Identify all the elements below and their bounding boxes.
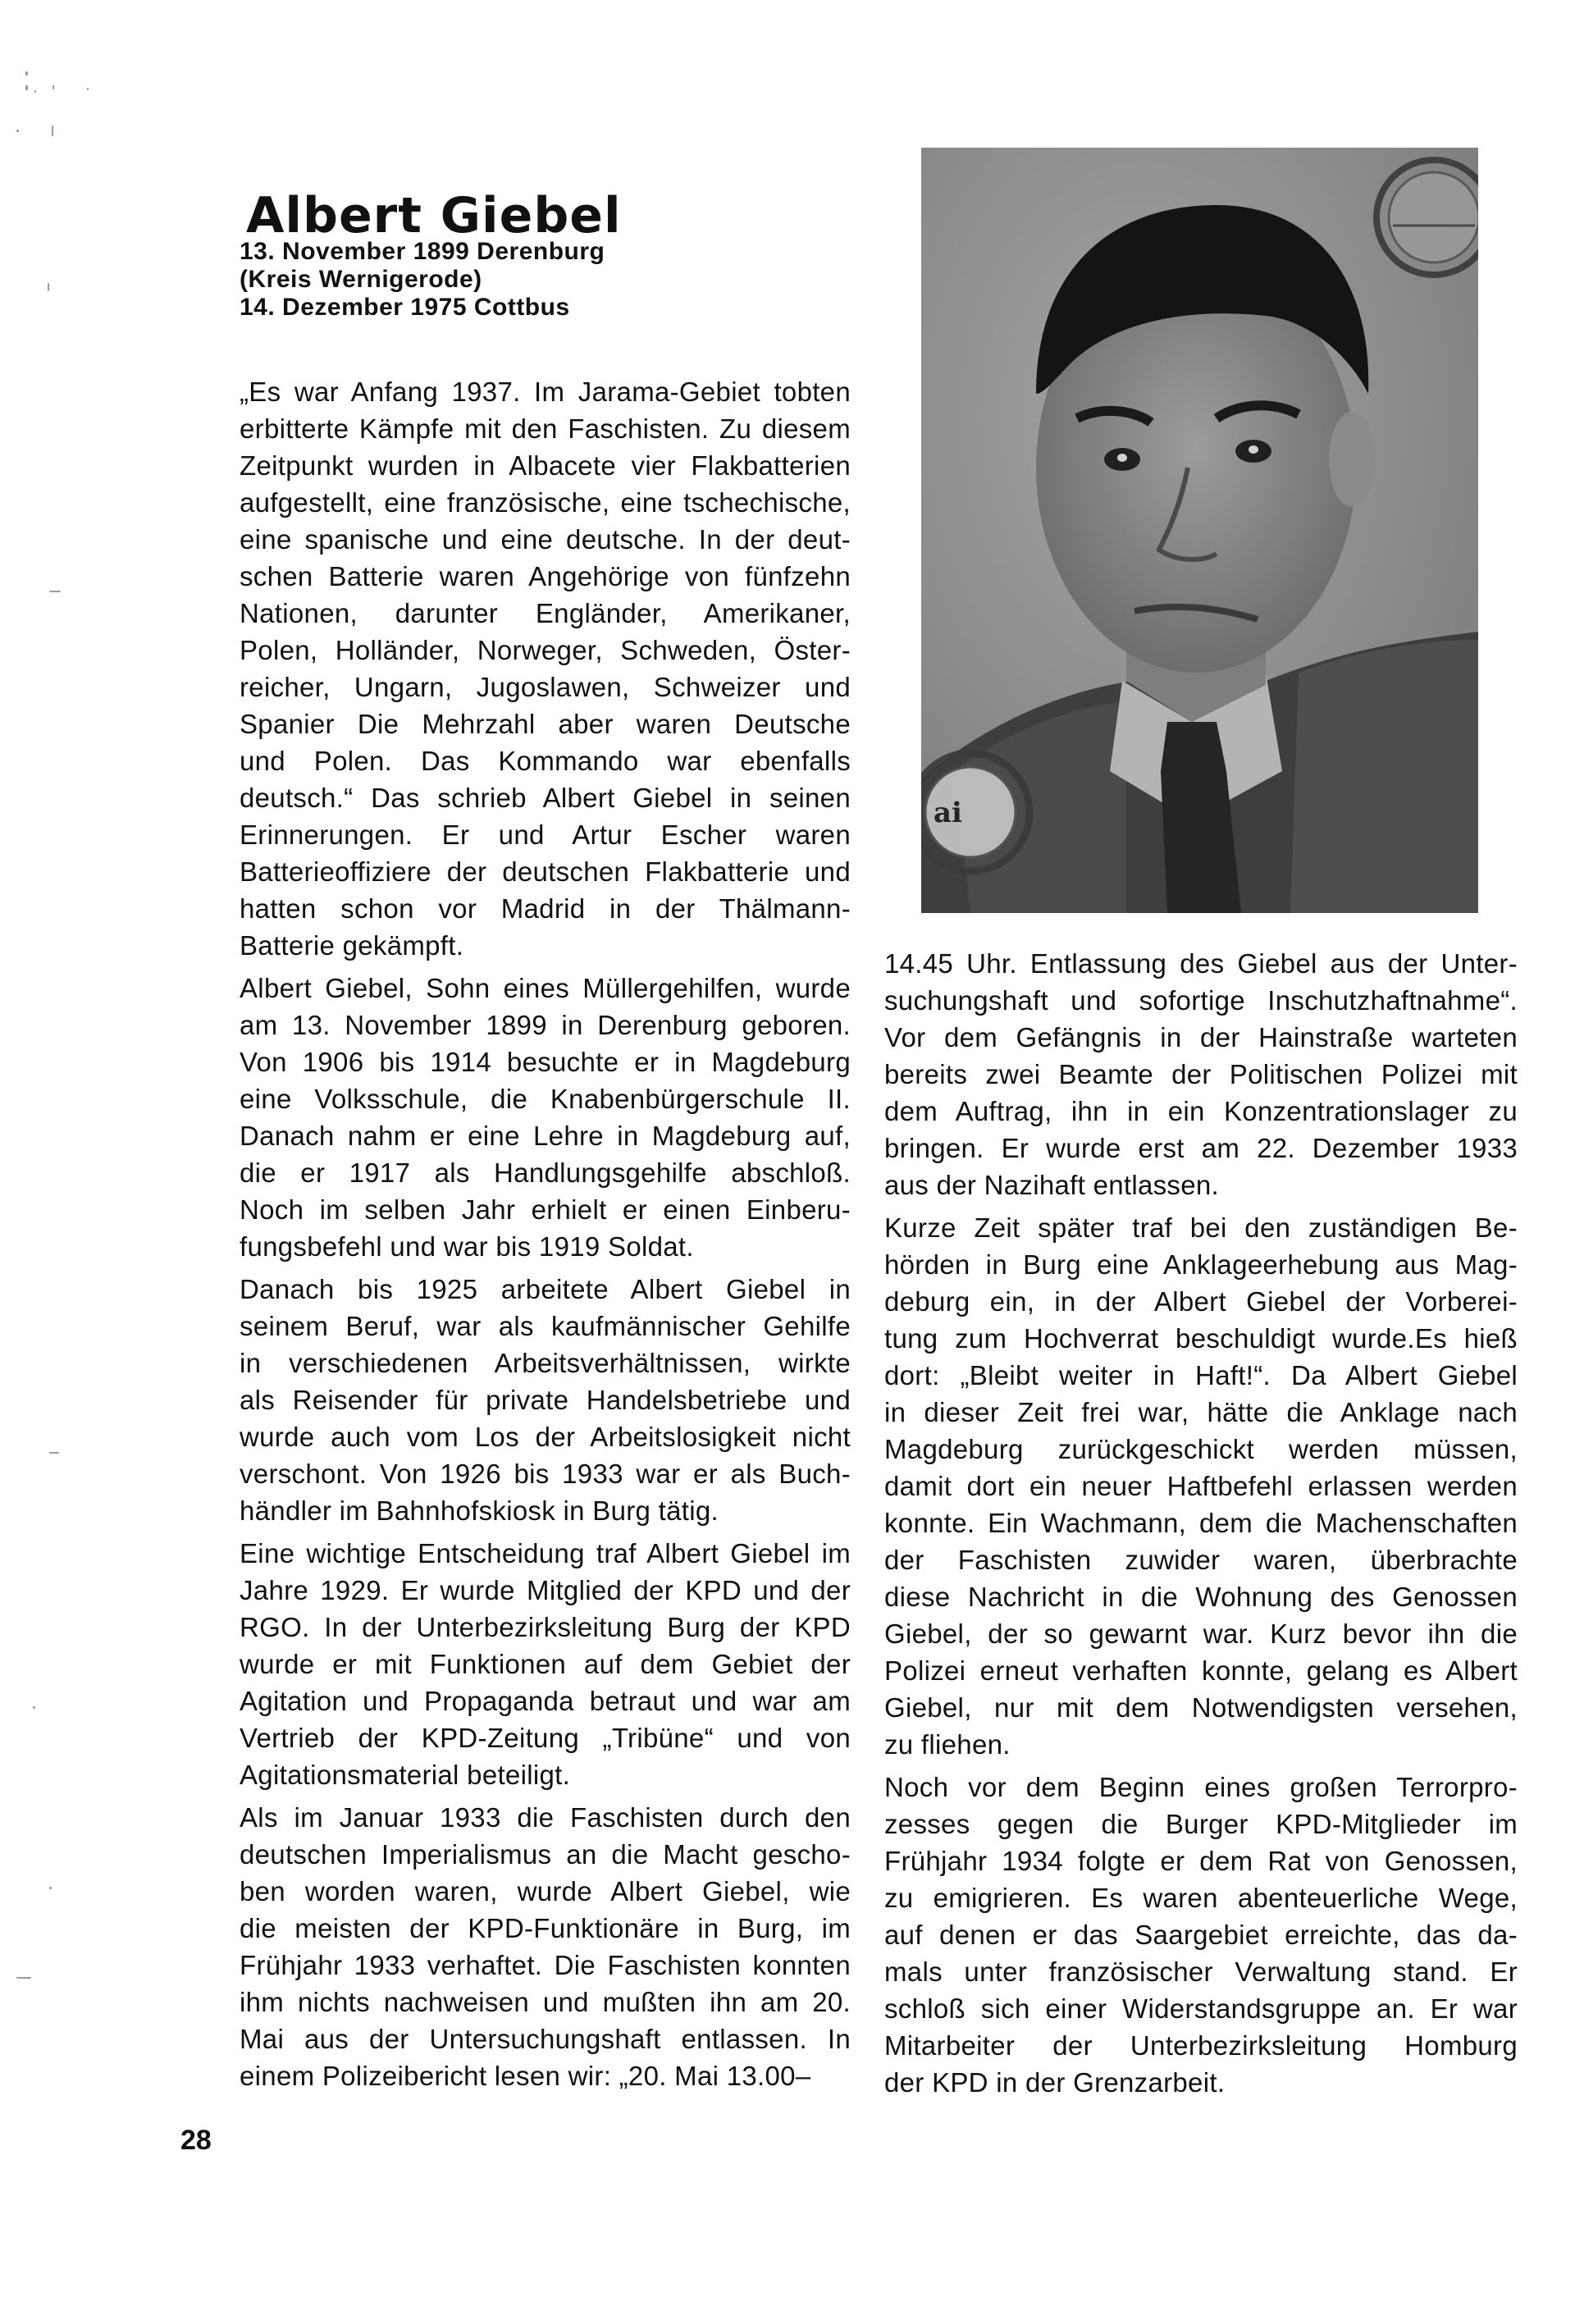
- text-line: fungsbefehl und war bis 1919 Soldat.: [240, 1231, 694, 1262]
- text-line: 14.45 Uhr. Entlassung des Giebel aus der Unter-: [884, 948, 1518, 979]
- paragraph: [240, 1535, 851, 1793]
- text-line: Danach nahm er eine Lehre in Magdeburg auf,: [240, 1121, 851, 1151]
- text-line: Batterie gekämpft.: [240, 930, 464, 961]
- text-line: Noch vor dem Beginn eines großen Terrorpro-: [884, 1772, 1518, 1802]
- page-number: 28: [180, 2125, 212, 2156]
- scan-speck: [25, 71, 28, 75]
- biographical-dates: [240, 238, 605, 322]
- text-line: am 13. November 1899 in Derenburg geboren.: [240, 1010, 851, 1040]
- text-line: die meisten der KPD-Funktionäre in Burg, im: [240, 1913, 851, 1943]
- text-line: schen Batterie waren Angehörige von fünfzehn: [240, 561, 851, 591]
- text-line: Giebel, der so gewarnt war. Kurz bevor ihn die: [884, 1619, 1518, 1649]
- text-line: dort: „Bleibt weiter in Haft!“. Da Albert Giebel: [884, 1360, 1518, 1390]
- text-line: deutschen Imperialismus an die Macht gescho-: [240, 1839, 851, 1870]
- scan-speck: [49, 1887, 52, 1889]
- left-text-column: [240, 373, 851, 2100]
- scan-speck: [25, 85, 28, 90]
- paragraph: [240, 970, 851, 1265]
- text-line: händler im Bahnhofskiosk in Burg tätig.: [240, 1495, 719, 1526]
- text-line: auf denen er das Saargebiet erreichte, das da-: [884, 1920, 1518, 1950]
- text-line: „Es war Anfang 1937. Im Jarama-Gebiet tobten: [240, 377, 851, 407]
- text-line: hatten schon vor Madrid in der Thälmann-: [240, 893, 851, 924]
- paragraph: [884, 1209, 1518, 1763]
- birth-district-line: (Kreis Wernigerode): [240, 266, 482, 293]
- text-line: als Reisender für private Handelsbetriebe und: [240, 1385, 851, 1415]
- scan-speck: [52, 126, 53, 136]
- page-title: Albert Giebel: [246, 187, 622, 245]
- text-line: bringen. Er wurde erst am 22. Dezember 1933: [884, 1133, 1518, 1163]
- text-line: zu emigrieren. Es waren abenteuerliche Wege,: [884, 1883, 1518, 1913]
- text-line: Noch im selben Jahr erhielt er einen Einberu-: [240, 1194, 851, 1225]
- text-line: Eine wichtige Entscheidung traf Albert Giebel im: [240, 1538, 851, 1568]
- text-line: dem Auftrag, ihn in ein Konzentrationslager zu: [884, 1096, 1518, 1126]
- text-line: erbitterte Kämpfe mit den Faschisten. Zu diesem: [240, 413, 851, 444]
- text-line: tung zum Hochverrat beschuldigt wurde.Es hieß: [884, 1323, 1518, 1354]
- text-line: Frühjahr 1933 verhaftet. Die Faschisten konnten: [240, 1950, 851, 1980]
- scan-speck: [16, 130, 19, 132]
- text-line: Mai aus der Untersuchungshaft entlassen. In: [240, 2024, 851, 2054]
- text-line: Zeitpunkt wurden in Albacete vier Flakbatterien: [240, 450, 851, 481]
- text-line: Frühjahr 1934 folgte er dem Rat von Genossen,: [884, 1846, 1518, 1876]
- text-line: deburg ein, in der Albert Giebel der Vorberei-: [884, 1286, 1518, 1317]
- text-line: Batterieoffiziere der deutschen Flakbatterie und: [240, 856, 851, 887]
- text-line: Albert Giebel, Sohn eines Müllergehilfen, wurde: [240, 973, 851, 1003]
- text-line: suchungshaft und sofortige Inschutzhaftnahme“.: [884, 985, 1518, 1016]
- paragraph: [240, 1271, 851, 1529]
- text-line: seinem Beruf, war als kaufmännischer Gehilfe: [240, 1311, 851, 1341]
- text-line: RGO. In der Unterbezirksleitung Burg der KPD: [240, 1612, 851, 1642]
- scan-speck: [87, 88, 89, 90]
- text-line: und Polen. Das Kommando war ebenfalls: [240, 746, 851, 776]
- text-line: wurde er mit Funktionen auf dem Gebiet der: [240, 1649, 851, 1679]
- text-line: Erinnerungen. Er und Artur Escher waren: [240, 820, 851, 850]
- paragraph: [240, 1799, 851, 2094]
- text-line: Agitationsmaterial beteiligt.: [240, 1760, 571, 1790]
- text-line: Jahre 1929. Er wurde Mitglied der KPD und der: [240, 1575, 851, 1605]
- text-line: eine Volksschule, die Knabenbürgerschule II.: [240, 1084, 851, 1114]
- text-line: Polen, Holländer, Norweger, Schweden, Öster-: [240, 635, 851, 665]
- scan-speck: [49, 591, 61, 592]
- text-line: schloß sich einer Widerstandsgruppe an. Er war: [884, 1993, 1518, 2024]
- text-line: Giebel, nur mit dem Notwendigsten versehen,: [884, 1692, 1518, 1723]
- text-line: Spanier Die Mehrzahl aber waren Deutsche: [240, 709, 851, 739]
- right-text-column: [884, 945, 1518, 2107]
- text-line: Agitation und Propaganda betraut und war am: [240, 1686, 851, 1716]
- scan-speck: [49, 1452, 59, 1454]
- svg-text:ai: ai: [934, 797, 962, 829]
- text-line: ihm nichts nachweisen und mußten ihn am 20.: [240, 1987, 851, 2017]
- text-line: Mitarbeiter der Unterbezirksleitung Homburg: [884, 2030, 1518, 2061]
- text-line: verschont. Von 1926 bis 1933 war er als Buch-: [240, 1459, 851, 1489]
- text-line: Magdeburg zurückgeschickt werden müssen,: [884, 1434, 1518, 1464]
- text-line: der Faschisten zuwider waren, überbrachte: [884, 1545, 1518, 1575]
- text-line: Kurze Zeit später traf bei den zuständigen Be-: [884, 1212, 1518, 1243]
- text-line: zu fliehen.: [884, 1729, 1011, 1760]
- text-line: bereits zwei Beamte der Politischen Polizei mit: [884, 1059, 1518, 1089]
- text-line: reicher, Ungarn, Jugoslawen, Schweizer und: [240, 672, 851, 702]
- scan-speck: [34, 90, 36, 93]
- death-date-line: 14. Dezember 1975 Cottbus: [240, 294, 570, 321]
- text-line: eine spanische und eine deutsche. In der deut-: [240, 524, 851, 555]
- portrait-image-icon: [921, 148, 1478, 913]
- scan-speck: [16, 1977, 31, 1979]
- text-line: aus der Nazihaft entlassen.: [884, 1170, 1219, 1200]
- text-line: diese Nachricht in die Wohnung des Genossen: [884, 1582, 1518, 1612]
- text-line: Polizei erneut verhaften konnte, gelang es Albert: [884, 1655, 1518, 1686]
- paragraph: [884, 945, 1518, 1203]
- scan-speck: [48, 283, 49, 291]
- scan-speck: [52, 85, 54, 89]
- text-line: in dieser Zeit frei war, hätte die Anklage nach: [884, 1397, 1518, 1427]
- paragraph: [240, 373, 851, 964]
- text-line: einem Polizeibericht lesen wir: „20. Mai 13.00–: [240, 2061, 811, 2091]
- text-line: Vertrieb der KPD-Zeitung „Tribüne“ und von: [240, 1723, 851, 1753]
- text-line: Als im Januar 1933 die Faschisten durch den: [240, 1802, 851, 1833]
- text-line: Nationen, darunter Engländer, Amerikaner,: [240, 598, 851, 628]
- birth-date-line: 13. November 1899 Derenburg: [240, 238, 605, 265]
- text-line: Danach bis 1925 arbeitete Albert Giebel in: [240, 1274, 851, 1304]
- text-line: Vor dem Gefängnis in der Hainstraße warteten: [884, 1022, 1518, 1052]
- text-line: damit dort ein neuer Haftbefehl erlassen werden: [884, 1471, 1518, 1501]
- text-line: der KPD in der Grenzarbeit.: [884, 2067, 1226, 2098]
- text-line: hörden in Burg eine Anklageerhebung aus Mag-: [884, 1249, 1518, 1280]
- text-line: zesses gegen die Burger KPD-Mitglieder im: [884, 1809, 1518, 1839]
- portrait-photo: [921, 148, 1478, 913]
- text-line: in verschiedenen Arbeitsverhältnissen, wirkte: [240, 1348, 851, 1378]
- text-line: konnte. Ein Wachmann, dem die Machenschaften: [884, 1508, 1518, 1538]
- scan-speck: [33, 1706, 35, 1709]
- text-line: Von 1906 bis 1914 besuchte er in Magdeburg: [240, 1047, 851, 1077]
- paragraph: [884, 1769, 1518, 2101]
- text-line: aufgestellt, eine französische, eine tschechische,: [240, 487, 851, 518]
- text-line: wurde auch vom Los der Arbeitslosigkeit nicht: [240, 1422, 851, 1452]
- text-line: mals unter französischer Verwaltung stand. Er: [884, 1956, 1518, 1987]
- text-line: deutsch.“ Das schrieb Albert Giebel in seinen: [240, 783, 851, 813]
- text-line: ben worden waren, wurde Albert Giebel, wie: [240, 1876, 851, 1906]
- text-line: die er 1917 als Handlungsgehilfe abschloß.: [240, 1157, 851, 1188]
